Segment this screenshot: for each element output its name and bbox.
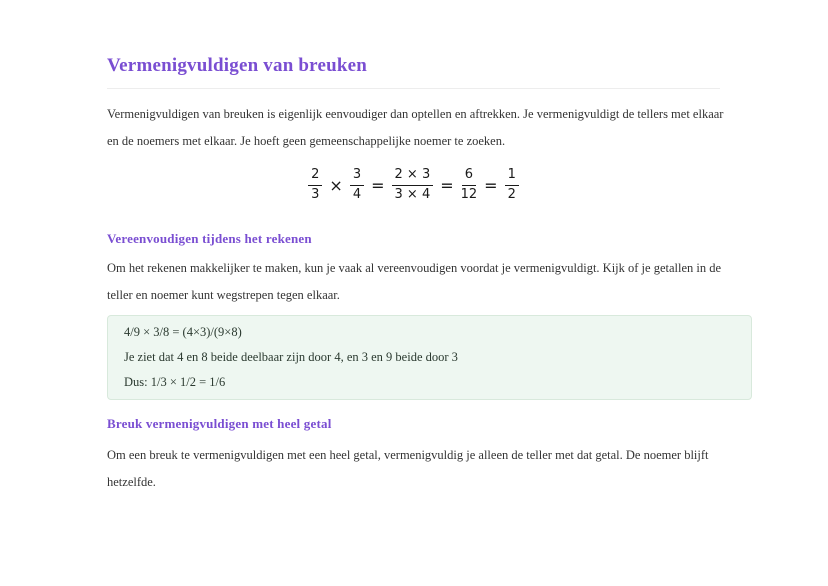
fraction-term-3 — [392, 168, 434, 203]
example-line: Je ziet dat 4 en 8 beide deelbaar zijn door 4, en 3 en 9 beide door 3 — [124, 350, 458, 364]
fraction-numerator: 1 — [505, 168, 519, 186]
equals-operator: = — [440, 175, 454, 195]
equals-operator: = — [371, 175, 385, 195]
intro-paragraph: Vermenigvuldigen van breuken is eigenlijk eenvoudiger dan optellen en aftrekken. Je vermenigvuldigt de tellers met elkaar en de noemers met elkaar. Je hoeft geen gemeenschappelijke noemer te zoeken. — [107, 107, 724, 148]
example-line: Dus: 1/3 × 1/2 = 1/6 — [124, 375, 226, 389]
example-box — [107, 315, 752, 400]
section-heading-vereenvoudigen: Vereenvoudigen tijdens het rekenen — [107, 231, 312, 246]
section1-paragraph: Om het rekenen makkelijker te maken, kun je vaak al vereenvoudigen voordat je vermenigvuldigt. Kijk of je getallen in de teller en noemer kunt wegstrepen tegen elkaar. — [107, 261, 722, 302]
fraction-numerator: 3 — [350, 168, 364, 186]
fraction-numerator: 2 — [308, 168, 322, 186]
fraction-multiplication-formula — [107, 165, 720, 205]
fraction-numerator: 6 — [462, 168, 476, 186]
fraction-denominator: 3 — [311, 186, 320, 202]
fraction-denominator: 3 × 4 — [394, 186, 431, 202]
fraction-term-2 — [350, 168, 364, 203]
equals-operator: = — [484, 175, 498, 195]
fraction-term-5 — [505, 168, 519, 203]
example-line: 4/9 × 3/8 = (4×3)/(9×8) — [124, 325, 242, 339]
fraction-numerator: 2 × 3 — [392, 168, 434, 186]
fraction-denominator: 2 — [507, 186, 516, 202]
fraction-denominator: 4 — [352, 186, 362, 202]
times-operator: × — [329, 175, 343, 195]
fraction-denominator: 12 — [460, 186, 478, 202]
page-title: Vermenigvuldigen van breuken — [107, 53, 720, 89]
fraction-term-1 — [308, 168, 322, 203]
fraction-term-4 — [461, 168, 478, 203]
section2-paragraph: Om een breuk te vermenigvuldigen met een heel getal, vermenigvuldig je alleen de teller met dat getal. De noemer blijft hetzelfde. — [107, 448, 709, 489]
section-heading-heel-getal: Breuk vermenigvuldigen met heel getal — [107, 416, 332, 431]
